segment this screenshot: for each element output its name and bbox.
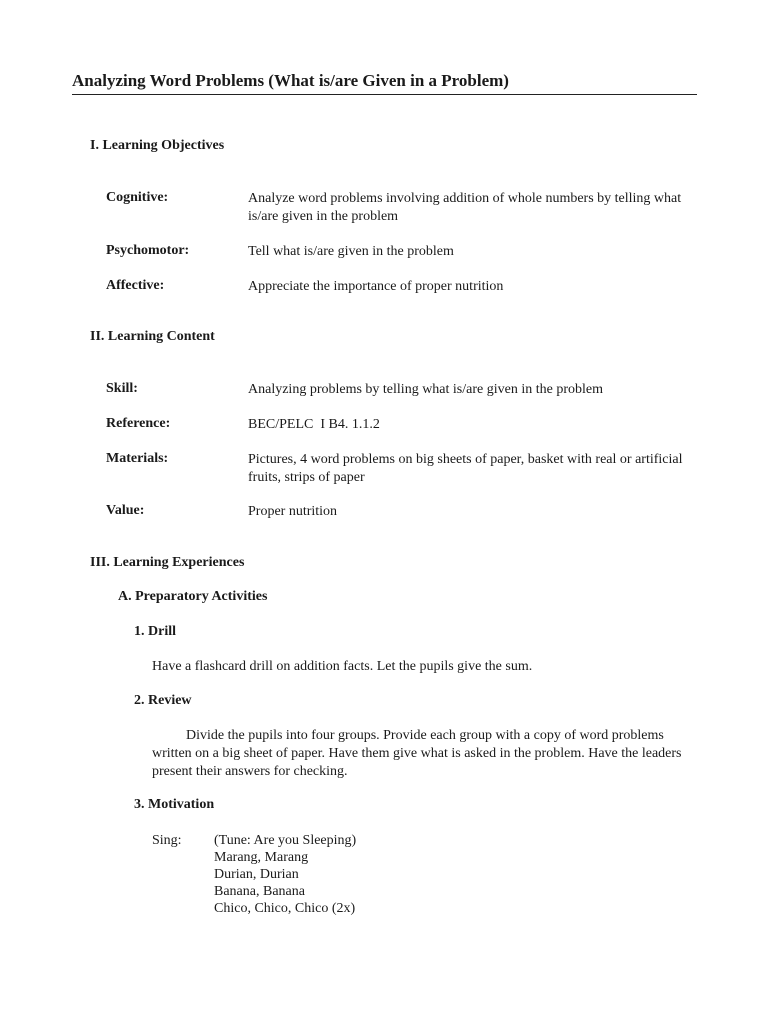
section-heading-objectives: I. Learning Objectives [90,138,225,153]
value-materials: Pictures, 4 word problems on big sheets of paper, basket with real or artificial fruits, strips of paper [248,452,683,485]
title-underline [72,94,697,95]
subheading-review: 2. Review [134,693,192,708]
value-psychomotor: Tell what is/are given in the problem [248,244,454,259]
label-materials: Materials: [106,451,169,466]
subheading-preparatory: A. Preparatory Activities [118,589,268,604]
subheading-motivation: 3. Motivation [134,797,215,812]
sing-label: Sing: [152,833,182,848]
song-line: (Tune: Are you Sleeping) [214,833,357,848]
label-reference: Reference: [106,416,171,431]
section-heading-content: II. Learning Content [90,329,215,344]
value-cognitive: Analyze word problems involving addition of whole numbers by telling what is/are given in the problem [248,191,682,224]
value-skill: Analyzing problems by telling what is/are given in the problem [248,382,603,397]
song-line: Marang, Marang [214,850,309,865]
label-affective: Affective: [106,278,165,293]
song-line: Banana, Banana [214,884,305,899]
document-title: Analyzing Word Problems (What is/are Given in a Problem) [72,71,509,90]
drill-text: Have a flashcard drill on addition facts. Let the pupils give the sum. [152,659,533,674]
label-cognitive: Cognitive: [106,190,169,205]
label-value: Value: [106,503,145,518]
review-text: Divide the pupils into four groups. Provide each group with a copy of word problems written on a big sheet of paper. Have them give what is asked in the problem. Have the leaders present their answers for checking. [152,728,682,779]
subheading-drill: 1. Drill [134,624,176,639]
song-line: Durian, Durian [214,867,299,882]
song-line: Chico, Chico, Chico (2x) [214,901,356,916]
label-skill: Skill: [106,381,138,396]
value-affective: Appreciate the importance of proper nutrition [248,279,504,294]
value-reference: BEC/PELC I B4. 1.1.2 [248,417,380,432]
value-value: Proper nutrition [248,504,338,519]
label-psychomotor: Psychomotor: [106,243,190,258]
section-heading-experiences: III. Learning Experiences [90,555,245,570]
